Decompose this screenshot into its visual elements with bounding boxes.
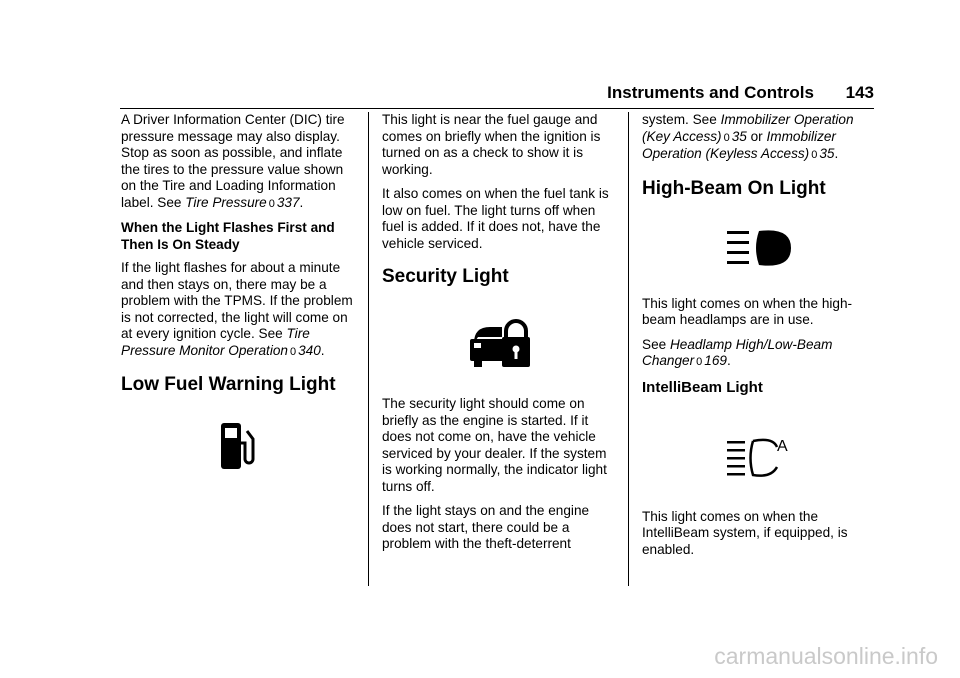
column-divider xyxy=(368,112,369,586)
highbeam-see-paragraph: See Headlamp High/Low-Beam Changer 0 169. xyxy=(642,336,833,368)
car-lock-icon xyxy=(470,317,530,367)
intellibeam-icon-letter: A xyxy=(777,437,788,455)
column-middle xyxy=(382,112,618,561)
watermark: carmanualsonline.info xyxy=(714,643,938,669)
fuel-light-paragraph: This light is near the fuel gauge and comes on briefly when the ignition is turned on as a check to show it is working. xyxy=(382,112,601,177)
security-paragraph-2: If the light stays on and the engine does not start, there could be a problem with the theft-deterrent xyxy=(382,503,590,551)
column-right xyxy=(642,112,878,566)
immobilizer-paragraph: system. See Immobilizer Operation (Key Access) 0 35 or Immobilizer Operation (Keyless Access) 0 35. xyxy=(642,112,854,161)
flashes-paragraph: If the light flashes for about a minute and then stays on, there may be a problem with the TPMS. If the problem is not corrected, the light will come on at every ignition cycle. See Tire Pressure Monitor Operation 0 340. xyxy=(121,260,353,358)
page-ref-arrow: 0 xyxy=(811,149,818,161)
tpms-operation-link[interactable]: Tire Pressure Monitor Operation xyxy=(121,326,310,358)
column-left xyxy=(121,112,357,496)
column-divider xyxy=(628,112,629,586)
page-ref-arrow: 0 xyxy=(723,131,730,144)
section-title: Instruments and Controls xyxy=(607,83,814,102)
page-ref[interactable]: 35 xyxy=(731,128,747,144)
page-ref[interactable]: 337 xyxy=(276,194,300,210)
page-ref[interactable]: 340 xyxy=(298,342,321,358)
immobilizer-keyless-link[interactable]: Immobilizer Operation (Keyless Access) xyxy=(642,128,836,161)
intellibeam-heading: IntelliBeam Light xyxy=(642,378,763,396)
page-ref[interactable]: 35 xyxy=(819,146,835,161)
immobilizer-key-link[interactable]: Immobilizer Operation (Key Access) xyxy=(642,112,854,144)
tpms-dic-paragraph: A Driver Information Center (DIC) tire pressure message may also display. Stop as soon as possible, and inflate the tires to the pressure value shown on the Tire and Loading Information label. See Tire Pressure 0 337. xyxy=(121,112,345,210)
page-ref-arrow: 0 xyxy=(289,345,297,358)
page-number: 143 xyxy=(845,83,874,102)
subheading-flashes: When the Light Flashes First and Then Is On Steady xyxy=(121,220,335,252)
low-fuel-heading: Low Fuel Warning Light xyxy=(121,374,336,395)
page-ref[interactable]: 169 xyxy=(704,353,727,368)
security-heading: Security Light xyxy=(382,266,509,287)
fuel-light-paragraph-2: It also comes on when the fuel tank is low on fuel. The light turns off when fuel is added. If it does not, have the vehicle serviced. xyxy=(382,186,609,251)
intellibeam-icon xyxy=(725,435,795,479)
page-ref-arrow: 0 xyxy=(268,197,275,210)
page-header xyxy=(0,83,960,107)
page-ref-arrow: 0 xyxy=(696,356,703,368)
intellibeam-paragraph: This light comes on when the IntelliBeam system, if equipped, is enabled. xyxy=(642,508,848,557)
fuel-pump-icon xyxy=(219,423,259,469)
headlamp-changer-link[interactable]: Headlamp High/Low-Beam Changer xyxy=(642,336,833,368)
highbeam-paragraph: This light comes on when the high-beam headlamps are in use. xyxy=(642,295,853,327)
tire-pressure-link[interactable]: Tire Pressure xyxy=(185,194,267,210)
security-paragraph: The security light should come on briefly as the engine is started. If it does not come on, have the vehicle serviced by your dealer. If the system is working normally, the indicator light turns off. xyxy=(382,396,607,494)
high-beam-icon xyxy=(725,228,795,268)
header-rule xyxy=(120,108,874,109)
highbeam-heading: High-Beam On Light xyxy=(642,177,826,199)
